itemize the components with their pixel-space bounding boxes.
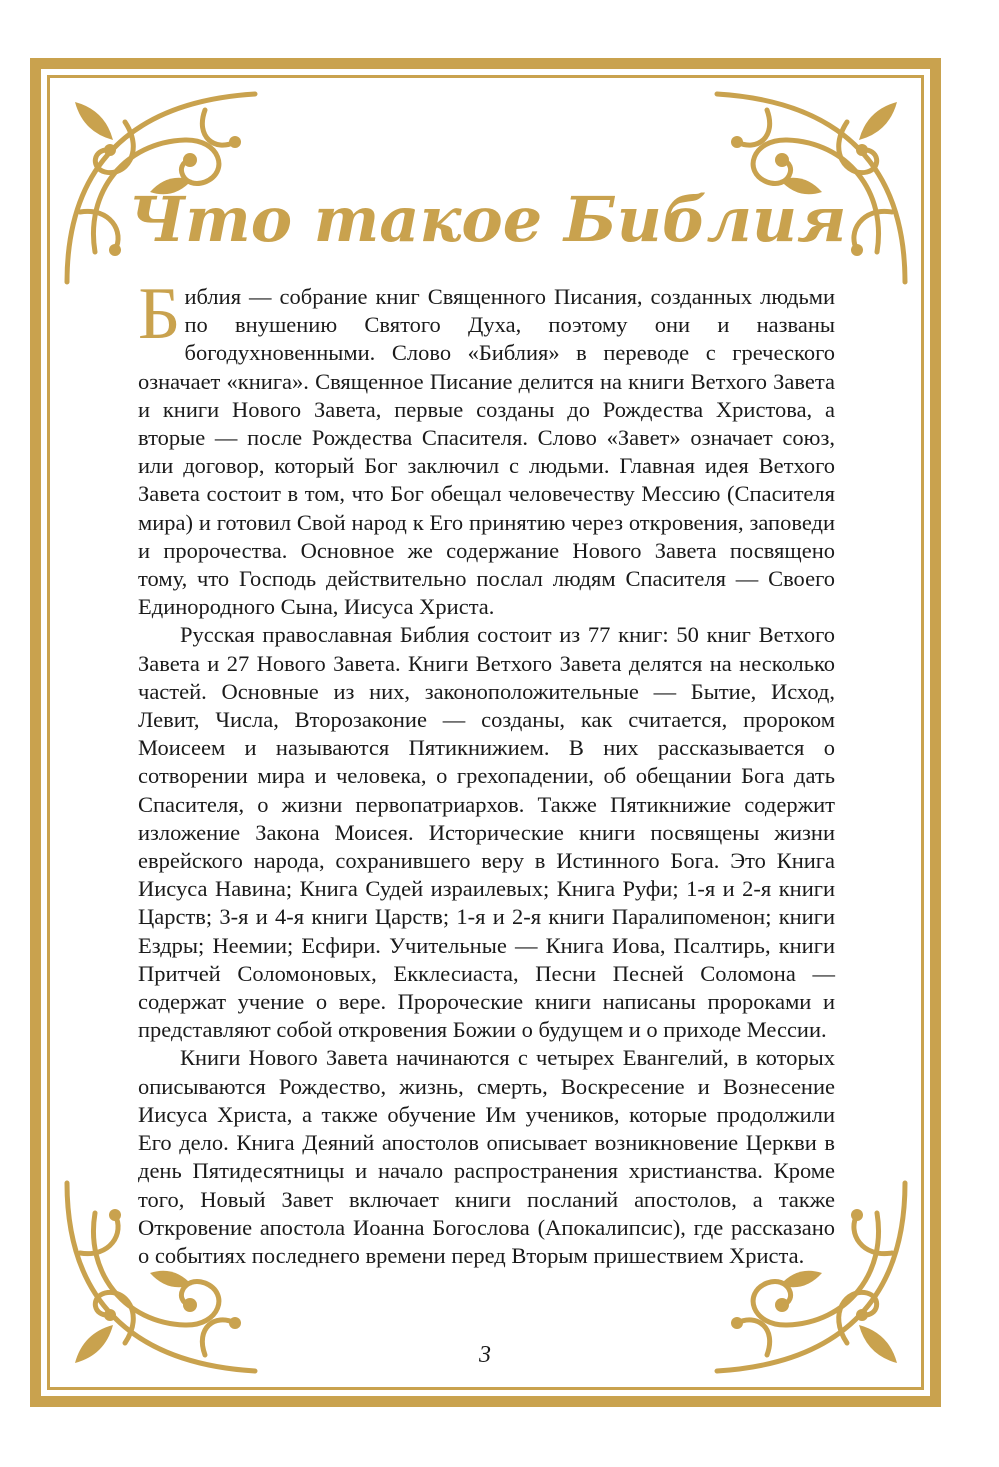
page-title: Что такое Библия bbox=[128, 183, 847, 256]
paragraph-2: Русская православная Библия состоит из 77 книг: 50 книг Ветхого Завета и 27 Нового Завета. Книги Ветхого Завета делятся на несколько частей. Основные из них, законоположительные — Бытие, Исход, Левит, Числа, Второзаконие — созданы, как считается, пророком Моисеем и называются Пятикнижием. В них рассказывается о сотворении мира и человека, о грехопадении, об обещании Бога дать Спасителя, о жизни первопатриархов. Также Пятикнижие содержит изложение Закона Моисея. Исторические книги посвящены жизни еврейского народа, сохранившего веру в Истинного Бога. Это Книга Иисуса Навина; Книга Судей израилевых; Книга Руфи; 1-я и 2-я книги Царств; 3-я и 4-я книги Царств; 1-я и 2-я книги Паралипоменон; книги Ездры; Неемии; Есфири. Учительные — Книга Иова, Псалтирь, книги Притчей Соломоновых, Екклесиаста, Песни Песней Соломона — содержат учение о вере. Пророческие книги написаны пророками и представляют собой откровения Божии о будущем и о приходе Мессии. bbox=[138, 622, 835, 1043]
page-number: 3 bbox=[479, 1342, 491, 1368]
body-text bbox=[138, 273, 835, 1270]
drop-cap: Б bbox=[138, 273, 181, 355]
paragraph-3: Книги Нового Завета начинаются с четырех Евангелий, в которых описываются Рождество, жизнь, смерть, Воскресение и Вознесение Иисуса Христа, а также обучение Им учеников, которые продолжили Его дело. Книга Деяний апостолов описывает возникновение Церкви в день Пятидесятницы и начало распространения христианства. Кроме того, Новый Завет включает книги посланий апостолов, а также Откровение апостола Иоанна Богослова (Апокалипсис), где рассказано о событиях последнего времени перед Вторым пришествием Христа. bbox=[138, 1045, 835, 1268]
paragraph-1 bbox=[138, 273, 835, 621]
paragraph-1-text: иблия — собрание книг Священного Писания, созданных людьми по внушению Святого Духа, поэтому они и названы богодухновенными. Слово «Библия» в переводе с греческого означает «книга». Священное Писание делится на книги Ветхого Завета и книги Нового Завета, первые созданы до Рождества Христова, а вторые — после Рождества Спасителя. Слово «Завет» означает союз, или договор, который Бог заключил с людьми. Главная идея Ветхого Завета состоит в том, что Бог обещал человечеству Мессию (Спасителя мира) и готовил Свой народ к Его принятию через откровения, заповеди и пророчества. Основное же содержание Нового Завета посвящено тому, что Господь действительно послал людям Спасителя — Своего Единородного Сына, Иисуса Христа. bbox=[138, 284, 835, 620]
